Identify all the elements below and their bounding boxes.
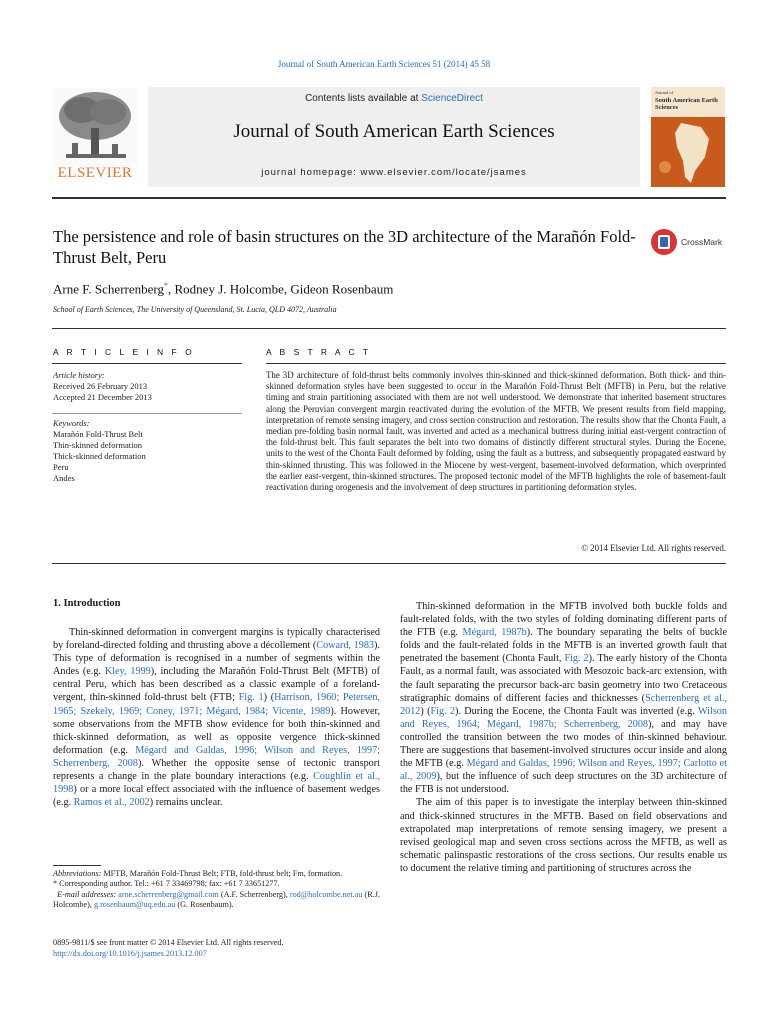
abstract-heading: A B S T R A C T — [266, 347, 372, 357]
paragraph-text: Thin-skinned deformation in the MFTB involved both buckle folds and fault-related folds, with the two styles of folding dominating different parts of the FTB (e.g. — [400, 601, 727, 639]
keywords-block — [53, 418, 243, 484]
citation-link[interactable]: Coughlin et al., 1998 — [53, 771, 380, 796]
corresponding-author-footnote: * Corresponding author. Tel.: +61 7 33469798; fax: +61 7 33651277. — [53, 879, 280, 889]
paragraph-text: ). The early history of the Chonta Fault, as a normal fault, was associated with Mesozoic back-arc extension, with the fault separating the precursor back-arc basin geometry into two Cretaceous stratigraphic domains of different facies and thicknesses ( — [400, 653, 727, 704]
header-rule — [52, 197, 726, 199]
abbreviations-footnote: Abbreviations: MFTB, Marañón Fold-Thrust Belt; FTB, fold-thrust belt; Fm, formation. — [53, 869, 343, 878]
info-rule — [52, 363, 242, 364]
intro-paragraph-2 — [400, 600, 727, 796]
author-list — [53, 281, 393, 297]
received-date: Received 26 February 2013 — [53, 381, 148, 391]
crossmark-label: CrossMark — [681, 237, 723, 247]
email-link-holcombe[interactable]: rod@holcombe.net.au — [289, 889, 363, 899]
sciencedirect-link[interactable]: ScienceDirect — [421, 93, 483, 104]
paragraph-text: ). Whether the opposite sense of tectonic transport represents a change in the plate boundary interactions (e.g. — [53, 757, 380, 783]
crossmark-button[interactable] — [651, 229, 722, 255]
paragraph-text: ), but the influence of such deep structures on the 3D architecture of the FTB is not understood. — [400, 771, 727, 796]
keyword: Marañón Fold-Thrust Belt — [53, 429, 143, 439]
keywords-rule — [52, 413, 242, 414]
keywords-label: Keywords: — [53, 418, 90, 428]
doi-link[interactable]: http://dx.doi.org/10.1016/j.jsames.2013.12.007 — [53, 948, 207, 958]
authors-rest: , Rodney J. Holcombe, Gideon Rosenbaum — [168, 281, 394, 297]
paragraph-text: ). The boundary separating the belts of buckle folds and the fault-related folds in the MFTB is an inverted growth fault that penetrated the basement (Chonta Fault, — [400, 627, 728, 665]
paragraph-text: The aim of this paper is to investigate the interplay between thin-skinned and thick-skinned structures in the MFTB. Based on field observations and extrapolated map interpretations of remote sensing imagery, we present a revised geological map and seven cross sections across the MFTB, as well as schematic palinspastic restorations of the cross sections. Our results enable us to document the relative timing and partitioning of structures across the — [400, 797, 727, 874]
citation-link[interactable]: Wilson and Reyes, 1964; Mégard, 1987b; Scherrenberg, 2008 — [400, 705, 727, 730]
intro-right-column — [400, 600, 727, 875]
journal-citation[interactable]: Journal of South American Earth Sciences 51 (2014) 45 58 — [277, 59, 491, 69]
journal-cover-thumbnail[interactable] — [651, 87, 725, 187]
corresponding-author-mark[interactable]: * — [164, 281, 168, 290]
paragraph-text: ). However, some observations from the MFTB show evidence for both thin-skinned and thick-skinned deformation, as well as opposite vergence thick-skinned deformation (e.g. — [53, 705, 380, 756]
elsevier-wordmark: ELSEVIER — [57, 165, 133, 181]
paragraph-text: ) or a more local effect associated with the influence of basement wedges (e.g. — [53, 784, 380, 809]
journal-homepage[interactable]: journal homepage: www.elsevier.com/locate/jsames — [261, 167, 527, 178]
citation-link[interactable]: Harrison, 1960; Petersen, 1965; Szekely, 1969; Coney, 1971; Mégard, 1984; Vicente, 1989 — [53, 692, 380, 717]
affiliation: School of Earth Sciences, The University of Queensland, St. Lucia, QLD 4072, Australia — [53, 305, 337, 314]
intro-paragraph-3 — [400, 796, 727, 875]
keyword: Thin-skinned deformation — [53, 440, 142, 450]
accepted-date: Accepted 21 December 2013 — [53, 392, 152, 402]
citation-link[interactable]: Mégard, 1987b — [462, 627, 527, 639]
citation-link[interactable]: Fig. 1 — [238, 692, 264, 704]
article-history — [53, 370, 243, 403]
email-link-rosenbaum[interactable]: g.rosenbaum@uq.edu.au — [93, 899, 176, 909]
cover-title-band — [651, 87, 725, 117]
issn-line: 0895-9811/$ see front matter © 2014 Elsevier Ltd. All rights reserved. — [53, 938, 284, 947]
citation-link[interactable]: Fig. 2 — [564, 653, 589, 665]
title-rule — [52, 328, 726, 329]
email-link-scherrenberg[interactable]: arne.scherrenberg@gmail.com — [118, 889, 219, 899]
citation-link[interactable]: Scherrenberg et al., 2012 — [400, 692, 727, 717]
email-footnote: E-mail addresses: arne.scherrenberg@gmail.com (A.F. Scherrenberg), rod@holcombe.net.au (R.J. Holcombe), g.rosenbaum@uq.edu.au (G. Rosenbaum). — [53, 889, 380, 909]
paragraph-text: ), and may have controlled the transition between the two modes of thin-skinned behaviour. There are suggestions that basement-involved structures occur inside and along the MFTB (e.g. — [400, 718, 727, 770]
keyword: Peru — [53, 462, 69, 472]
contents-line: Contents lists available at ScienceDirect — [305, 93, 483, 104]
paragraph-text: ). During the Eocene, the Chonta Fault was inverted (e.g. — [455, 705, 698, 717]
abstract-bottom-rule — [52, 563, 726, 564]
introduction-heading: 1. Introduction — [53, 598, 121, 609]
paragraph-text: ) ( — [420, 705, 431, 717]
citation-link[interactable]: Fig. 2 — [430, 705, 456, 717]
keyword: Thick-skinned deformation — [53, 451, 146, 461]
citation-link[interactable]: Mégard and Galdas, 1996; Wilson and Reyes, 1997; Scherrenberg, 2008 — [53, 744, 380, 769]
footnotes — [53, 869, 380, 910]
citation-link[interactable]: Mégard and Galdas, 1996; Wilson and Reyes, 1997; Carlotto et al., 2009 — [400, 758, 727, 783]
paragraph-text: ). This type of deformation is recognised in a number of segments within the Andes (e.g. — [53, 640, 380, 678]
author-scherrenberg: Arne F. Scherrenberg — [53, 281, 164, 297]
history-label: Article history: — [53, 370, 105, 380]
paragraph-text: ), including the Marañón Fold-Thrust Belt (MFTB) of central Peru, which has been described as a classic example of a foreland-vergent, thin-skinned fold-thrust belt (FTB; — [53, 666, 381, 704]
journal-header — [148, 87, 640, 187]
paragraph-text: ) remains unclear. — [149, 797, 223, 809]
article-title: The persistence and role of basin structures on the 3D architecture of the Marañón Fold-Thrust Belt, Peru — [53, 227, 636, 267]
keyword: Andes — [53, 473, 75, 483]
cover-small-text: Journal of — [655, 90, 674, 95]
abstract-text: The 3D architecture of fold-thrust belts commonly involves thin-skinned and thick-skinned deformation. Both thick- and thin-skinned deformation styles have been suggested to occur in the Marañón Fold-Thrust Belt (MFTB) in Peru, but the relative timing and strain partitioning associated with them are not well understood. We demonstrate that inherited basement structures along the Peruvian convergent margin reactivated during the evolution of the MFTB. We present results from field mapping, interpretation of remote sensing imagery, and cross section construction and restoration. The results show that the Chonta Fault, a median pre-folding basin normal fault, was inverted and acted as a mechanical buttress during initial east-vergent contraction of the fold-thrust belt. This fault separates the belt into two domains of distinctly different structural styles. During the Eocene, units to the west of the Chonta Fault deformed by folding, using the fault as a buttress, and subsequently propagated eastward by thin-skinned thrusting. This was followed in the Miocene by west-vergent, basement-involved deformation, which overprinted the earlier east-vergent, thin-skinned structures. The proposed tectonic model of the MFTB highlights the role of basement-fault reactivation during orogenesis and the involvement of deep structures in partitioning deformation styles. — [266, 370, 726, 493]
abstract-rule — [266, 363, 726, 364]
citation-link[interactable]: Ramos et al., 2002 — [73, 797, 150, 809]
crossmark-icon — [651, 229, 677, 255]
cover-title: South American Earth Sciences — [655, 97, 718, 111]
paragraph-text: ) ( — [263, 692, 275, 704]
abbreviations-label: Abbreviations: — [53, 869, 102, 878]
issn-block — [53, 938, 380, 959]
citation-link[interactable]: Coward, 1983 — [316, 640, 375, 652]
journal-title: Journal of South American Earth Sciences — [233, 121, 555, 142]
intro-paragraph-1 — [53, 626, 380, 809]
intro-left-column — [53, 626, 380, 809]
article-info-heading: A R T I C L E I N F O — [53, 347, 195, 357]
cover-map-image — [651, 117, 725, 187]
paragraph-text: Thin-skinned deformation in convergent margins is typically characterised by foreland-directed folding and thrusting above a décollement ( — [53, 627, 380, 652]
footnote-rule — [53, 865, 101, 866]
citation-link[interactable]: Kley, 1999 — [104, 666, 151, 678]
abstract-copyright: © 2014 Elsevier Ltd. All rights reserved. — [581, 543, 726, 553]
